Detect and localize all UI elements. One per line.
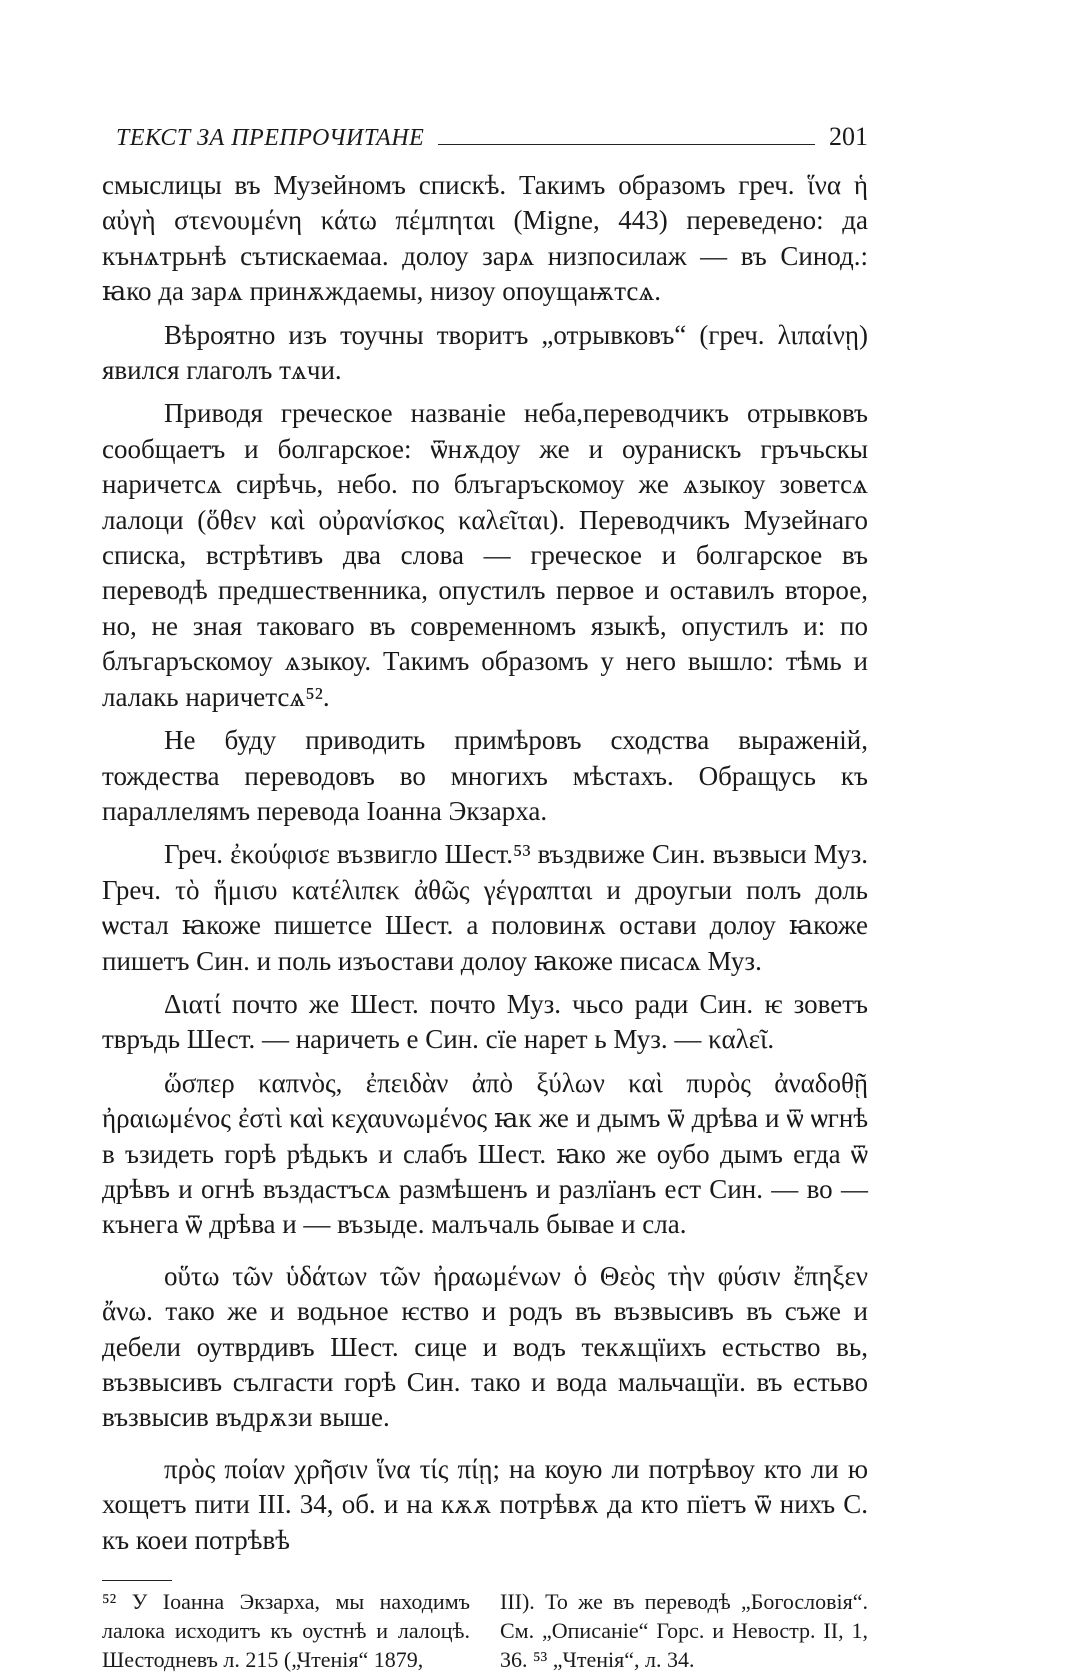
page-number: 201	[829, 122, 868, 151]
footnote-rule	[102, 1580, 172, 1581]
paragraph-6: Διατί почто же Шест. почто Муз. чьсо ради Син. ѥ зоветъ твръдь Шест. — наричеть е Син. сїе нарет ь Муз. — καλεῖ.	[102, 988, 868, 1055]
footnote-column-right	[500, 1587, 868, 1674]
paragraph-3: Приводя греческое названіе неба,переводчикъ отрывковъ сообщаетъ и болгарское: ѿнѫдоу же и оуранискъ гръчьскы наричетсѧ сирѣчь, небо. по блъгаръскомоу же ѧзыкоу зоветсѧ лалоци (ὅθεν καὶ οὐρανίσκος καλεῖται). Переводчикъ Музейнаго списка, встрѣтивъ два слова — греческое и болгарское въ переводѣ предшественника, опустилъ первое и оставилъ второе, но, не зная таковаго въ современномъ языкѣ, опустилъ и: по блъгаръскомоу ѧзыкоу. Такимъ образомъ у него вышло: тѣмь и лалакь наричетсѧ⁵².	[102, 398, 868, 712]
paragraph-5: Греч. ἐκούφισε възвигло Шест.⁵³ въздвиже Син. възвыси Муз. Греч. τὸ ἥμισυ κατέλιπεκ ἀθῶς γέγραπται и дроугыи полъ доль ѡстал ꙗкоже пишетсе Шест. а половинѫ остави долоу ꙗкоже пишетъ Син. и поль изъостави долоу ꙗкоже писасѧ Муз.	[102, 839, 868, 976]
running-title: ТЕКСТ ЗА ПРЕПРОЧИТАНЕ	[116, 125, 425, 151]
running-header	[116, 108, 868, 152]
body-text	[102, 168, 868, 1558]
paragraph-1: смыслицы въ Музейномъ спискѣ. Такимъ образомъ греч. ἵνα ἡ αὐγὴ στενουμένη κάτω πέμπηται (Migne, 443) переведено: да кънѧтрьнѣ сътискаемаа. долоу зарѧ низпосилаж — въ Синод.: ꙗко да зарѧ принѫждаемы, низоу опоущаѭтсѧ.	[102, 170, 868, 307]
footnotes	[102, 1587, 868, 1674]
paragraph-9: πρὸς ποίαν χρῆσιν ἵνα τίς πίῃ; на коую ли потрѣвоу кто ли ю хощетъ пити III. 34, об. и на кѫѫ потрѣвѫ да кто пїетъ ѿ нихъ С. къ коеи потрѣвѣ	[102, 1453, 868, 1555]
paragraph-2: Вѣроятно изъ тоучны творитъ „отрывковъ“ (греч. λιπαίνῃ) явился глаголъ тѧчи.	[102, 319, 868, 386]
footnote-column-left	[102, 1587, 470, 1674]
paragraph-7: ὥσπερ καπνὸς, ἐπειδὰν ἀπὸ ξύλων καὶ πυρὸς ἀναδοθῇ ἠραιωμένος ἐστὶ καὶ κεχαυνωμένος ꙗк же и дымъ ѿ дрѣва и ѿ ѡгнѣ в ъзидеть горѣ рѣдькъ и слабъ Шест. ꙗко же оубо дымъ егда ѿ дрѣвъ и огнѣ въздастъсѧ размѣшенъ и разлїанъ ест Син. — во — кънега ѿ дрѣва и — възыде. малъчаль бывае и сла.	[102, 1067, 868, 1240]
paragraph-4: Не буду приводить примѣровъ сходства выраженій, тождества переводовъ во многихъ мѣстахъ. Обращусь къ параллелямъ перевода Іоанна Экзарха.	[102, 725, 868, 826]
header-rule	[438, 144, 815, 145]
footnote-53: III). То же въ переводѣ „Богословія“. См. „Описаніе“ Горс. и Невостр. II, 1, 36. ⁵³ „Чтенія“, л. 34.	[500, 1589, 868, 1673]
paragraph-8: οὕτω τῶν ὑδάτων τῶν ἠραωμένων ὁ Θεὸς τὴν φύσιν ἔπηξεν ἄνω. тако же и водьное ѥство и родъ въ възвысивъ въ съже и дебели оутврдивъ Шест. сице и водъ текѫщїихъ естьство вь, възвысивъ сългасти горѣ Син. тако и вода мальчащїи. въ естьво възвысив въдрѫзи выше.	[102, 1260, 868, 1433]
footnote-52: ⁵² У Іоанна Экзарха, мы находимъ лалока исходитъ къ оустнѣ и лалоцѣ. Шестодневъ л. 215 („Чтенія“ 1879,	[102, 1589, 470, 1673]
